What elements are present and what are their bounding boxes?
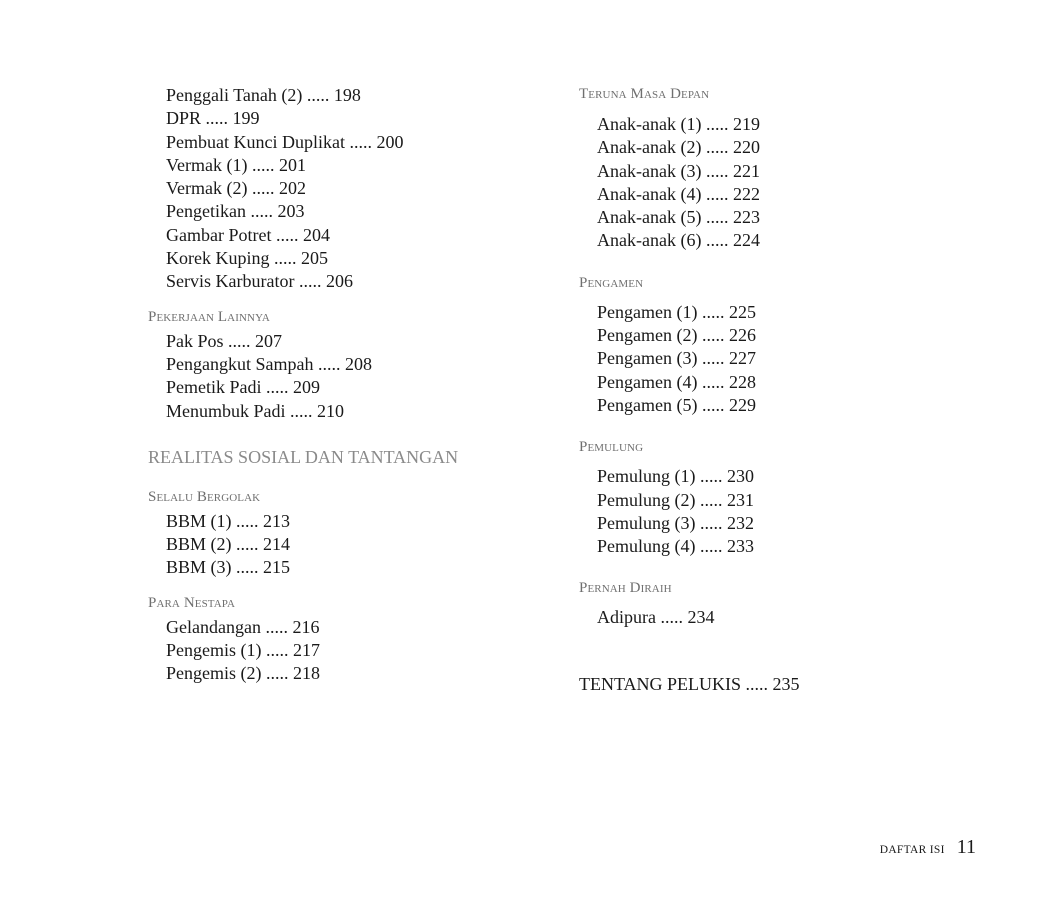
toc-entry: Anak-anak (2) ..... 220 bbox=[597, 137, 760, 158]
section-pekerjaan-lainnya bbox=[148, 307, 548, 423]
toc-entry: Pengemis (2) ..... 218 bbox=[166, 663, 320, 684]
toc-entry: Pengamen (2) ..... 226 bbox=[597, 325, 756, 346]
section-para-nestapa bbox=[148, 593, 548, 686]
toc-entry: Gambar Potret ..... 204 bbox=[166, 224, 330, 245]
toc-entry: Pengamen (3) ..... 227 bbox=[597, 348, 756, 369]
toc-entry: Pengangkut Sampah ..... 208 bbox=[166, 353, 372, 374]
page-number: 11 bbox=[956, 836, 976, 858]
toc-entry: Pemulung (3) ..... 232 bbox=[597, 512, 754, 533]
section-selalu-bergolak bbox=[148, 487, 548, 580]
left-column bbox=[148, 84, 548, 699]
section-pemulung bbox=[579, 437, 999, 558]
toc-entry: BBM (3) ..... 215 bbox=[166, 557, 291, 578]
section-heading: Pengamen bbox=[579, 274, 644, 291]
toc-entry: Pengemis (1) ..... 217 bbox=[166, 640, 320, 661]
toc-entry: Vermak (2) ..... 202 bbox=[166, 178, 306, 199]
toc-entry: Anak-anak (3) ..... 221 bbox=[597, 160, 760, 181]
section-heading: Teruna Masa Depan bbox=[579, 86, 710, 102]
section-heading: Pernah Diraih bbox=[579, 580, 672, 597]
toc-entry: DPR ..... 199 bbox=[166, 108, 260, 129]
toc-entry: Servis Karburator ..... 206 bbox=[166, 271, 353, 292]
toc-entry: Gelandangan ..... 216 bbox=[166, 616, 320, 637]
section-pernah-diraih bbox=[579, 578, 999, 629]
toc-entry: Penggali Tanah (2) ..... 198 bbox=[166, 85, 361, 105]
final-entry: TENTANG PELUKIS ..... 235 bbox=[579, 673, 800, 694]
part-heading: REALITAS SOSIAL DAN TANTANGAN bbox=[148, 446, 459, 467]
toc-entry: Pengamen (4) ..... 228 bbox=[597, 371, 756, 392]
page-footer bbox=[880, 836, 976, 859]
toc-entry: Adipura ..... 234 bbox=[597, 607, 715, 628]
top-entries-block bbox=[148, 84, 548, 294]
toc-entry: Anak-anak (5) ..... 223 bbox=[597, 207, 760, 228]
section-teruna-masa-depan bbox=[579, 84, 999, 253]
section-heading: Selalu Bergolak bbox=[148, 488, 261, 505]
running-footer-label: DAFTAR ISI bbox=[879, 844, 945, 856]
toc-entry: Anak-anak (6) ..... 224 bbox=[597, 230, 760, 251]
toc-entry: BBM (1) ..... 213 bbox=[166, 510, 291, 531]
toc-entry: Pak Pos ..... 207 bbox=[166, 330, 283, 351]
section-heading: Para Nestapa bbox=[148, 594, 236, 611]
toc-entry: Pemetik Padi ..... 209 bbox=[166, 377, 320, 398]
toc-entry: Vermak (1) ..... 201 bbox=[166, 154, 306, 175]
toc-entry: Menumbuk Padi ..... 210 bbox=[166, 400, 344, 421]
section-heading: Pemulung bbox=[579, 439, 644, 456]
right-column bbox=[579, 84, 999, 696]
toc-entry: Pengamen (5) ..... 229 bbox=[597, 394, 756, 415]
section-pengamen bbox=[579, 273, 999, 417]
toc-entry: Pengetikan ..... 203 bbox=[166, 201, 305, 222]
toc-entry: Korek Kuping ..... 205 bbox=[166, 248, 328, 269]
toc-entry: Pemulung (2) ..... 231 bbox=[597, 489, 754, 510]
section-heading: Pekerjaan Lainnya bbox=[148, 308, 270, 325]
toc-entry: Pemulung (4) ..... 233 bbox=[597, 536, 754, 557]
toc-entry: Anak-anak (1) ..... 219 bbox=[597, 114, 760, 134]
toc-entry: Pembuat Kunci Duplikat ..... 200 bbox=[166, 131, 404, 152]
toc-entry: BBM (2) ..... 214 bbox=[166, 534, 291, 555]
toc-entry: Pengamen (1) ..... 225 bbox=[597, 301, 756, 322]
toc-entry: Anak-anak (4) ..... 222 bbox=[597, 183, 760, 204]
toc-entry: Pemulung (1) ..... 230 bbox=[597, 466, 754, 487]
